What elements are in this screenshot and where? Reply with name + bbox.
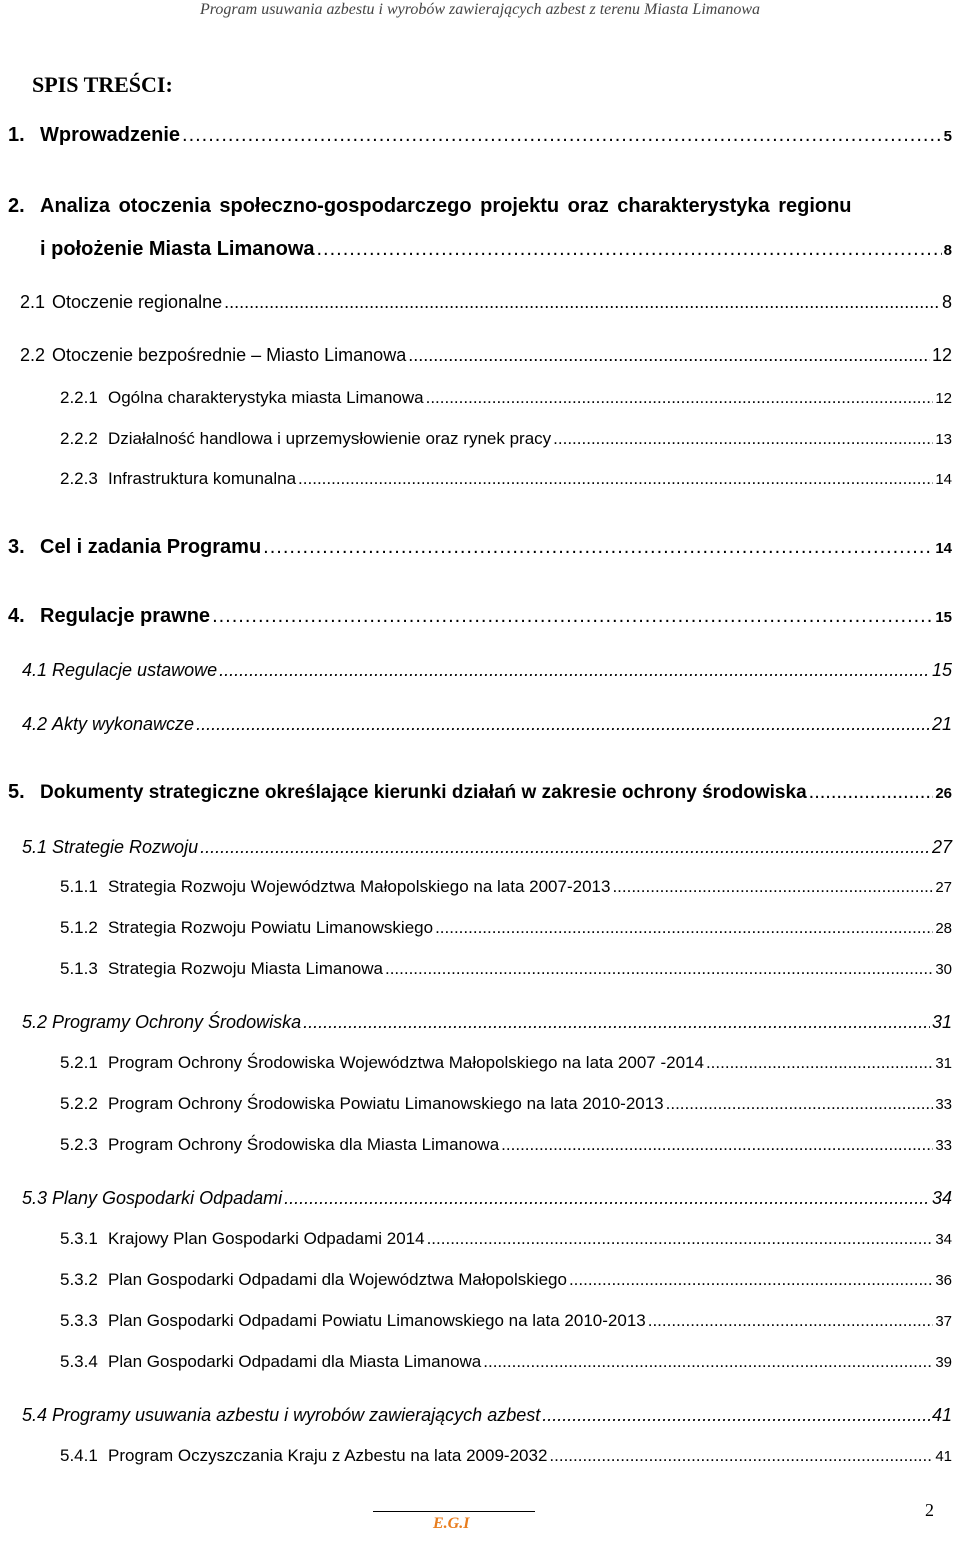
toc-entry-page: 36 bbox=[935, 1272, 952, 1289]
toc-title: SPIS TREŚCI: bbox=[32, 72, 173, 97]
toc-entry-title: Infrastruktura komunalna bbox=[108, 469, 297, 488]
toc-entry[interactable] bbox=[0, 469, 960, 497]
toc-entry-leader bbox=[196, 714, 930, 735]
toc-entry-number: 4.2 bbox=[22, 714, 48, 734]
toc-entry[interactable] bbox=[0, 536, 960, 564]
toc-entry-title: Program Ochrony Środowiska dla Miasta Limanowa bbox=[108, 1135, 500, 1154]
toc-entry-page: 26 bbox=[935, 785, 952, 802]
toc-entry-continuation[interactable] bbox=[0, 238, 960, 266]
toc-entry-leader bbox=[224, 292, 940, 313]
toc-entry-page: 14 bbox=[935, 540, 952, 557]
toc-entry-page: 39 bbox=[935, 1354, 952, 1371]
toc-entry-title: Program Oczyszczania Kraju z Azbestu na lata 2009-2032 bbox=[108, 1446, 548, 1465]
toc-entry-title: Strategia Rozwoju Miasta Limanowa bbox=[108, 959, 383, 978]
toc-entry-number: 2.2.1 bbox=[60, 388, 98, 407]
toc-entry-leader bbox=[200, 837, 930, 858]
toc-entry-number: 5. bbox=[8, 781, 25, 803]
toc-entry-number: 5.3 bbox=[22, 1188, 48, 1208]
toc-entry-page: 34 bbox=[935, 1231, 952, 1248]
toc-entry[interactable] bbox=[0, 605, 960, 633]
toc-entry-number: 2.2.3 bbox=[60, 469, 98, 488]
toc-entry-number: 2.2 bbox=[20, 345, 46, 365]
toc-entry[interactable] bbox=[0, 1188, 960, 1216]
toc-entry[interactable] bbox=[0, 1229, 960, 1257]
toc-entry-leader bbox=[542, 1405, 930, 1426]
toc-entry-number: 2. bbox=[8, 195, 25, 217]
toc-entry-number: 5.3.2 bbox=[60, 1270, 98, 1289]
toc-entry-title: Akty wykonawcze bbox=[52, 714, 195, 734]
toc-entry-page: 12 bbox=[931, 345, 952, 365]
toc-entry[interactable] bbox=[0, 1352, 960, 1380]
toc-entry-title: Ogólna charakterystyka miasta Limanowa bbox=[108, 388, 424, 407]
toc-entry-title: Program Ochrony Środowiska Powiatu Limanowskiego na lata 2010-2013 bbox=[108, 1094, 664, 1113]
toc-entry-number: 5.1.2 bbox=[60, 918, 98, 937]
toc-entry-title: Program Ochrony Środowiska Województwa Małopolskiego na lata 2007 -2014 bbox=[108, 1053, 704, 1072]
toc-entry-title: Regulacje ustawowe bbox=[52, 660, 218, 680]
toc-entry-leader bbox=[303, 1012, 930, 1033]
toc-entry-number: 5.1 bbox=[22, 837, 48, 857]
toc-entry-leader bbox=[317, 238, 942, 261]
toc-entry-page: 28 bbox=[935, 920, 952, 937]
toc-entry-number: 5.1.1 bbox=[60, 877, 98, 896]
toc-entry-page: 33 bbox=[935, 1096, 952, 1113]
toc-entry-page: 21 bbox=[931, 714, 952, 734]
toc-entry-page: 15 bbox=[935, 609, 952, 626]
toc-entry-number: 5.2.2 bbox=[60, 1094, 98, 1113]
toc-entry-leader bbox=[648, 1311, 934, 1331]
toc-entry-page: 27 bbox=[931, 837, 952, 857]
toc-entry-title: Strategie Rozwoju bbox=[52, 837, 199, 857]
toc-entry-title: Strategia Rozwoju Powiatu Limanowskiego bbox=[108, 918, 434, 937]
toc-entry-page: 37 bbox=[935, 1313, 952, 1330]
toc-entry-leader bbox=[212, 605, 933, 628]
toc-entry-leader bbox=[426, 388, 934, 408]
toc-entry-title: Strategia Rozwoju Województwa Małopolskiego na lata 2007-2013 bbox=[108, 877, 611, 896]
toc-entry-leader bbox=[284, 1188, 930, 1209]
footer-rule bbox=[373, 1511, 535, 1512]
toc-entry-page: 5 bbox=[943, 128, 952, 145]
toc-entry[interactable] bbox=[0, 345, 960, 373]
toc-entry-title: Analiza otoczenia społeczno-gospodarczego projektu oraz charakterystyka regionu bbox=[40, 195, 852, 217]
toc-entry-number: 5.3.3 bbox=[60, 1311, 98, 1330]
toc-entry-page: 41 bbox=[935, 1448, 952, 1465]
toc-entry-number: 2.2.2 bbox=[60, 429, 98, 448]
toc-entry-leader bbox=[408, 345, 930, 366]
toc-entry-number: 5.1.3 bbox=[60, 959, 98, 978]
toc-entry[interactable] bbox=[0, 195, 960, 223]
toc-entry[interactable] bbox=[0, 781, 960, 809]
toc-entry-leader bbox=[501, 1135, 933, 1155]
toc-entry-number: 5.4 bbox=[22, 1405, 48, 1425]
toc-entry[interactable] bbox=[0, 1012, 960, 1040]
toc-entry-number: 3. bbox=[8, 536, 25, 558]
toc-entry-number: 5.3.4 bbox=[60, 1352, 98, 1371]
toc-entry-leader bbox=[706, 1053, 933, 1073]
running-header: Program usuwania azbestu i wyrobów zawierających azbest z terenu Miasta Limanowa bbox=[200, 1, 760, 18]
toc-entry-leader bbox=[569, 1270, 933, 1290]
toc-entry[interactable] bbox=[0, 429, 960, 457]
toc-entry-page: 31 bbox=[931, 1012, 952, 1032]
toc-entry-page: 34 bbox=[931, 1188, 952, 1208]
toc-entry[interactable] bbox=[0, 660, 960, 688]
toc-entry-number: 4.1 bbox=[22, 660, 48, 680]
toc-entry-title: Programy Ochrony Środowiska bbox=[52, 1012, 302, 1032]
toc-entry-title: Regulacje prawne bbox=[40, 605, 211, 627]
toc-entry-page: 33 bbox=[935, 1137, 952, 1154]
toc-entry-leader bbox=[263, 536, 933, 559]
toc-entry-leader bbox=[483, 1352, 933, 1372]
toc-entry-leader bbox=[219, 660, 930, 681]
toc-entry[interactable] bbox=[0, 1446, 960, 1474]
toc-entry-number: 5.2.1 bbox=[60, 1053, 98, 1072]
toc-entry-leader bbox=[549, 1446, 933, 1466]
toc-entry-page: 31 bbox=[935, 1055, 952, 1072]
toc-entry[interactable] bbox=[0, 1053, 960, 1081]
page-number: 2 bbox=[925, 1500, 934, 1520]
footer-logo-text: E.G.I bbox=[433, 1515, 470, 1532]
toc-entry-title: Cel i zadania Programu bbox=[40, 536, 262, 558]
toc-entry-page: 41 bbox=[931, 1405, 952, 1425]
toc-entry-page: 30 bbox=[935, 961, 952, 978]
toc-entry[interactable] bbox=[0, 1270, 960, 1298]
toc-entry-title: Działalność handlowa i uprzemysłowienie oraz rynek pracy bbox=[108, 429, 552, 448]
toc-entry-leader bbox=[182, 124, 942, 147]
toc-entry-leader bbox=[298, 469, 933, 489]
toc-entry-title: Plany Gospodarki Odpadami bbox=[52, 1188, 283, 1208]
toc-entry-leader bbox=[612, 877, 933, 897]
toc-entry-page: 13 bbox=[935, 431, 952, 448]
toc-entry[interactable] bbox=[0, 837, 960, 865]
toc-entry-leader bbox=[809, 781, 934, 804]
toc-entry-number: 5.4.1 bbox=[60, 1446, 98, 1465]
toc-entry-title: Programy usuwania azbestu i wyrobów zawierających azbest bbox=[52, 1405, 541, 1425]
toc-entry-leader bbox=[666, 1094, 934, 1114]
toc-entry-number: 4. bbox=[8, 605, 25, 627]
toc-entry-number: 1. bbox=[8, 124, 25, 146]
toc-entry[interactable] bbox=[0, 877, 960, 905]
toc-entry-page: 12 bbox=[935, 390, 952, 407]
toc-entry-number: 5.3.1 bbox=[60, 1229, 98, 1248]
toc-entry-title: Wprowadzenie bbox=[40, 124, 181, 146]
toc-entry-title: Otoczenie bezpośrednie – Miasto Limanowa bbox=[52, 345, 407, 365]
toc-entry-title: Dokumenty strategiczne określające kierunki działań w zakresie ochrony środowiska bbox=[40, 782, 807, 803]
toc-entry-page: 8 bbox=[943, 242, 952, 259]
toc-entry[interactable] bbox=[0, 1094, 960, 1122]
toc-entry-title: Plan Gospodarki Odpadami Powiatu Limanowskiego na lata 2010-2013 bbox=[108, 1311, 646, 1330]
toc-entry-title: Krajowy Plan Gospodarki Odpadami 2014 bbox=[108, 1229, 425, 1248]
toc-entry[interactable] bbox=[0, 1405, 960, 1433]
toc-entry-page: 15 bbox=[931, 660, 952, 680]
toc-entry[interactable] bbox=[0, 388, 960, 416]
toc-entry[interactable] bbox=[0, 1135, 960, 1163]
toc-entry-leader bbox=[553, 429, 933, 449]
toc-entry[interactable] bbox=[0, 124, 960, 152]
toc-entry[interactable] bbox=[0, 918, 960, 946]
toc-entry-number: 5.2 bbox=[22, 1012, 48, 1032]
toc-entry-number: 2.1 bbox=[20, 292, 46, 312]
toc-entry-leader bbox=[427, 1229, 934, 1249]
toc-entry-title: Plan Gospodarki Odpadami dla Miasta Limanowa bbox=[108, 1352, 482, 1371]
toc-entry-leader bbox=[385, 959, 933, 979]
toc-entry[interactable] bbox=[0, 714, 960, 742]
toc-entry-title: Otoczenie regionalne bbox=[52, 292, 223, 312]
toc-entry[interactable] bbox=[0, 1311, 960, 1339]
toc-entry-title-continued: i położenie Miasta Limanowa bbox=[40, 238, 315, 260]
toc-entry[interactable] bbox=[0, 292, 960, 320]
toc-entry-page: 14 bbox=[935, 471, 952, 488]
toc-entry-title: Plan Gospodarki Odpadami dla Województwa Małopolskiego bbox=[108, 1270, 567, 1289]
toc-entry-page: 8 bbox=[941, 292, 952, 312]
toc-entry[interactable] bbox=[0, 959, 960, 987]
toc-entry-number: 5.2.3 bbox=[60, 1135, 98, 1154]
toc-entry-page: 27 bbox=[935, 879, 952, 896]
toc-entry-leader bbox=[435, 918, 933, 938]
